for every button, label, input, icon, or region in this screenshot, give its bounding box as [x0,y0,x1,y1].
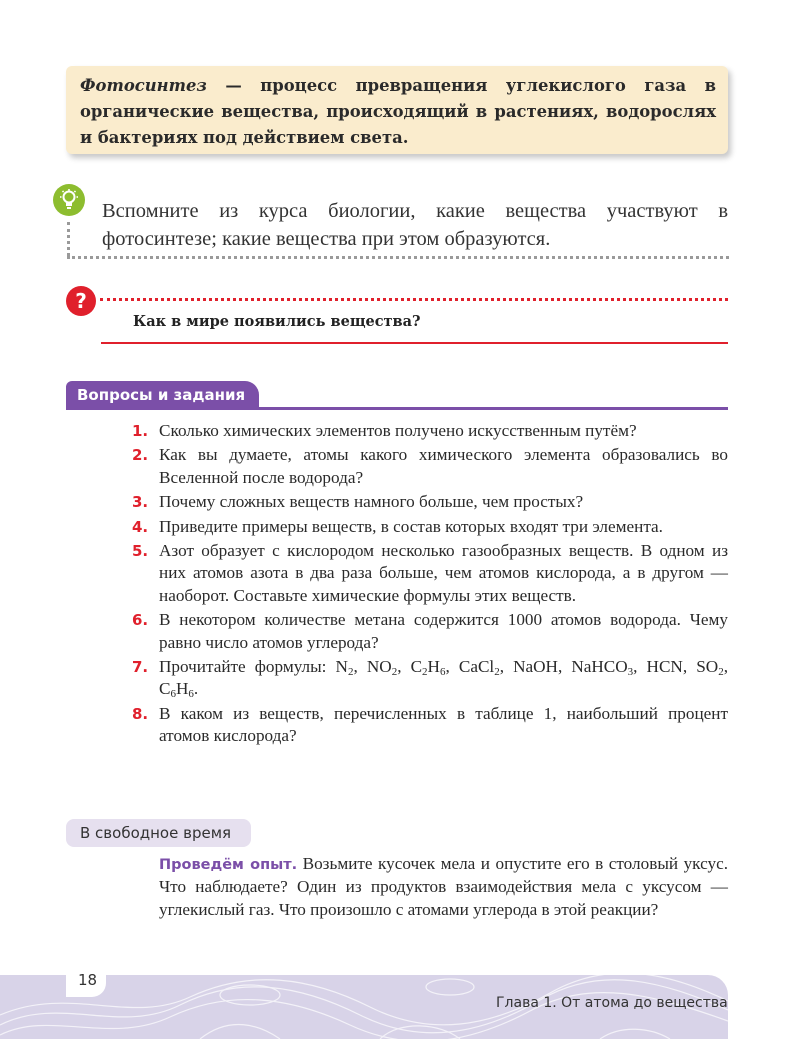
question-number: 3. [132,493,149,512]
question-divider [100,298,728,301]
questions-list [132,420,728,750]
question-underline [101,342,728,344]
question-number: 8. [132,704,149,723]
chapter-title: Глава 1. От атома до вещества [496,995,728,1011]
question-item [132,609,728,654]
page-number: 18 [66,967,106,997]
question-text: В каком из веществ, перечисленных в таблице 1, наибольший процент атомов кислорода? [159,703,728,746]
section-rule [66,407,728,410]
question-text: Приведите примеры веществ, в состав которых входят три элемента. [159,516,663,536]
definition-term: Фотосинтез [80,76,207,95]
remember-divider-vertical [67,222,70,256]
question-text: Азот образует с кислородом несколько газообразных веществ. В одном из них атомов азота в два раза больше, чем атомов кислорода, а в другом — наоборот. Составьте химические формулы этих веществ. [159,541,728,605]
question-item [132,420,728,442]
question-item [132,444,728,489]
remember-divider [67,256,729,259]
question-number: 2. [132,446,149,465]
definition-box [66,66,728,154]
lightbulb-icon [53,184,85,216]
section-title-free-time: В свободное время [66,819,251,847]
experiment-lead: Проведём опыт. [159,857,298,873]
question-text: Как вы думаете, атомы какого химического элемента образовались во Вселенной после водорода? [159,445,728,487]
problem-question: Как в мире появились вещества? [133,313,421,330]
question-item [132,516,728,538]
question-item [132,656,728,701]
question-text: Сколько химических элементов получено искусственным путём? [159,421,637,440]
question-number: 7. [132,658,149,677]
question-number: 4. [132,517,149,536]
question-number: 5. [132,542,149,561]
experiment-body: Возьмите кусочек мела и опустите его в столовый уксус. Что наблюдаете? Один из продуктов взаимодействия мела с уксусом — углекислый газ. Что произошло с атомами углерода в этой реакции? [159,854,729,919]
question-text: Почему сложных веществ намного больше, чем простых? [159,492,584,512]
question-text: Прочитайте формулы: $N_2$, $NO_2$, $C_2H_6$, CaCl$_2$, NaOH, NaHCO$_3$, HCN, $SO_2$, $C_6H_6$. [159,657,728,701]
section-title-questions: Вопросы и задания [66,381,259,409]
definition-text: — процесс превращения углекислого газа в органические вещества, происходящий в растениях, водорослях и бактериях под действием света. [80,76,716,147]
question-text: В некотором количестве метана содержится 1000 атомов водорода. Чему равно число атомов углерода? [159,610,728,652]
question-number: 6. [132,611,149,630]
question-item [132,703,728,748]
question-item [132,540,728,607]
remember-text: Вспомните из курса биологии, какие вещества участвуют в фотосинтезе; какие вещества при этом образуются. [102,200,728,250]
question-item [132,491,728,513]
question-mark-icon: ? [66,286,96,316]
experiment-text [159,853,728,921]
question-number: 1. [132,422,149,440]
